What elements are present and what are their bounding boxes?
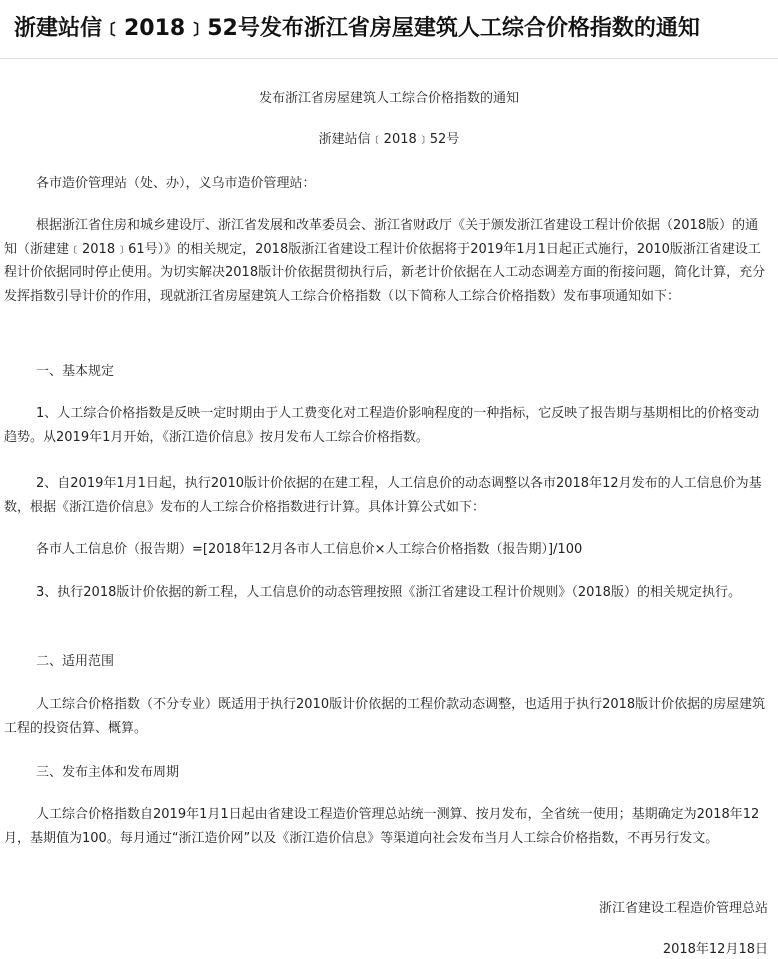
section1-heading: 一、基本规定 — [36, 364, 115, 379]
document-number: 浙建站信﹝2018﹞52号 — [318, 132, 460, 147]
calculation-formula: 各市人工信息价（报告期）=[2018年12月各市人工信息价×人工综合价格指数（报告期）]/100 — [36, 542, 583, 557]
section3-paragraph: 人工综合价格指数自2019年1月1日起由省建设工程造价管理总站统一测算、按月发布，全省统一使用；基期确定为2018年12月，基期值为100。每月通过“浙江造价网”以及《浙江造价信息》等渠道向社会发布当月人工综合价格指数，不再另行发文。 — [4, 807, 760, 846]
issuer-signature: 浙江省建设工程造价管理总站 — [598, 901, 768, 916]
section1-paragraph-3: 3、执行2018版计价依据的新工程，人工信息价的动态管理按照《浙江省建设工程计价规则》（2018版）的相关规定执行。 — [36, 585, 741, 600]
section1-paragraph-1: 1、人工综合价格指数是反映一定时期由于人工费变化对工程造价影响程度的一种指标，它反映了报告期与基期相比的价格变动趋势。从2019年1月开始，《浙江造价信息》按月发布人工综合价格指数。 — [4, 406, 760, 445]
title-divider — [0, 58, 778, 59]
section2-paragraph: 人工综合价格指数（不分专业）既适用于执行2010版计价依据的工程价款动态调整，也适用于执行2018版计价依据的房屋建筑工程的投资估算、概算。 — [4, 697, 766, 736]
issue-date: 2018年12月18日 — [662, 942, 768, 957]
section1-paragraph-2: 2、自2019年1月1日起，执行2010版计价依据的在建工程，人工信息价的动态调整以各市2018年12月发布的人工信息价为基数，根据《浙江造价信息》发布的人工综合价格指数进行计算。具体计算公式如下： — [4, 476, 762, 515]
section2-heading: 二、适用范围 — [36, 654, 115, 669]
intro-paragraph: 根据浙江省住房和城乡建设厅、浙江省发展和改革委员会、浙江省财政厅《关于颁发浙江省建设工程计价依据（2018版）的通知（浙建建﹝2018﹞61号）》的相关规定，2018版浙江省建设工程计价依据将于2019年1月1日起正式施行，2010版浙江省建设工程计价依据同时停止使用。为切实解决2018版计价依据贯彻执行后，新老计价依据在人工动态调差方面的衔接问题，简化计算，充分发挥指数引导计价的作用，现就浙江省房屋建筑人工综合价格指数（以下简称人工综合价格指数）发布事项通知如下： — [4, 218, 766, 304]
notice-subtitle: 发布浙江省房屋建筑人工综合价格指数的通知 — [258, 91, 519, 106]
salutation: 各市造价管理站（处、办），义乌市造价管理站： — [36, 176, 316, 191]
page-title: 浙建站信﹝2018﹞52号发布浙江省房屋建筑人工综合价格指数的通知 — [14, 16, 700, 41]
section3-heading: 三、发布主体和发布周期 — [36, 765, 180, 780]
